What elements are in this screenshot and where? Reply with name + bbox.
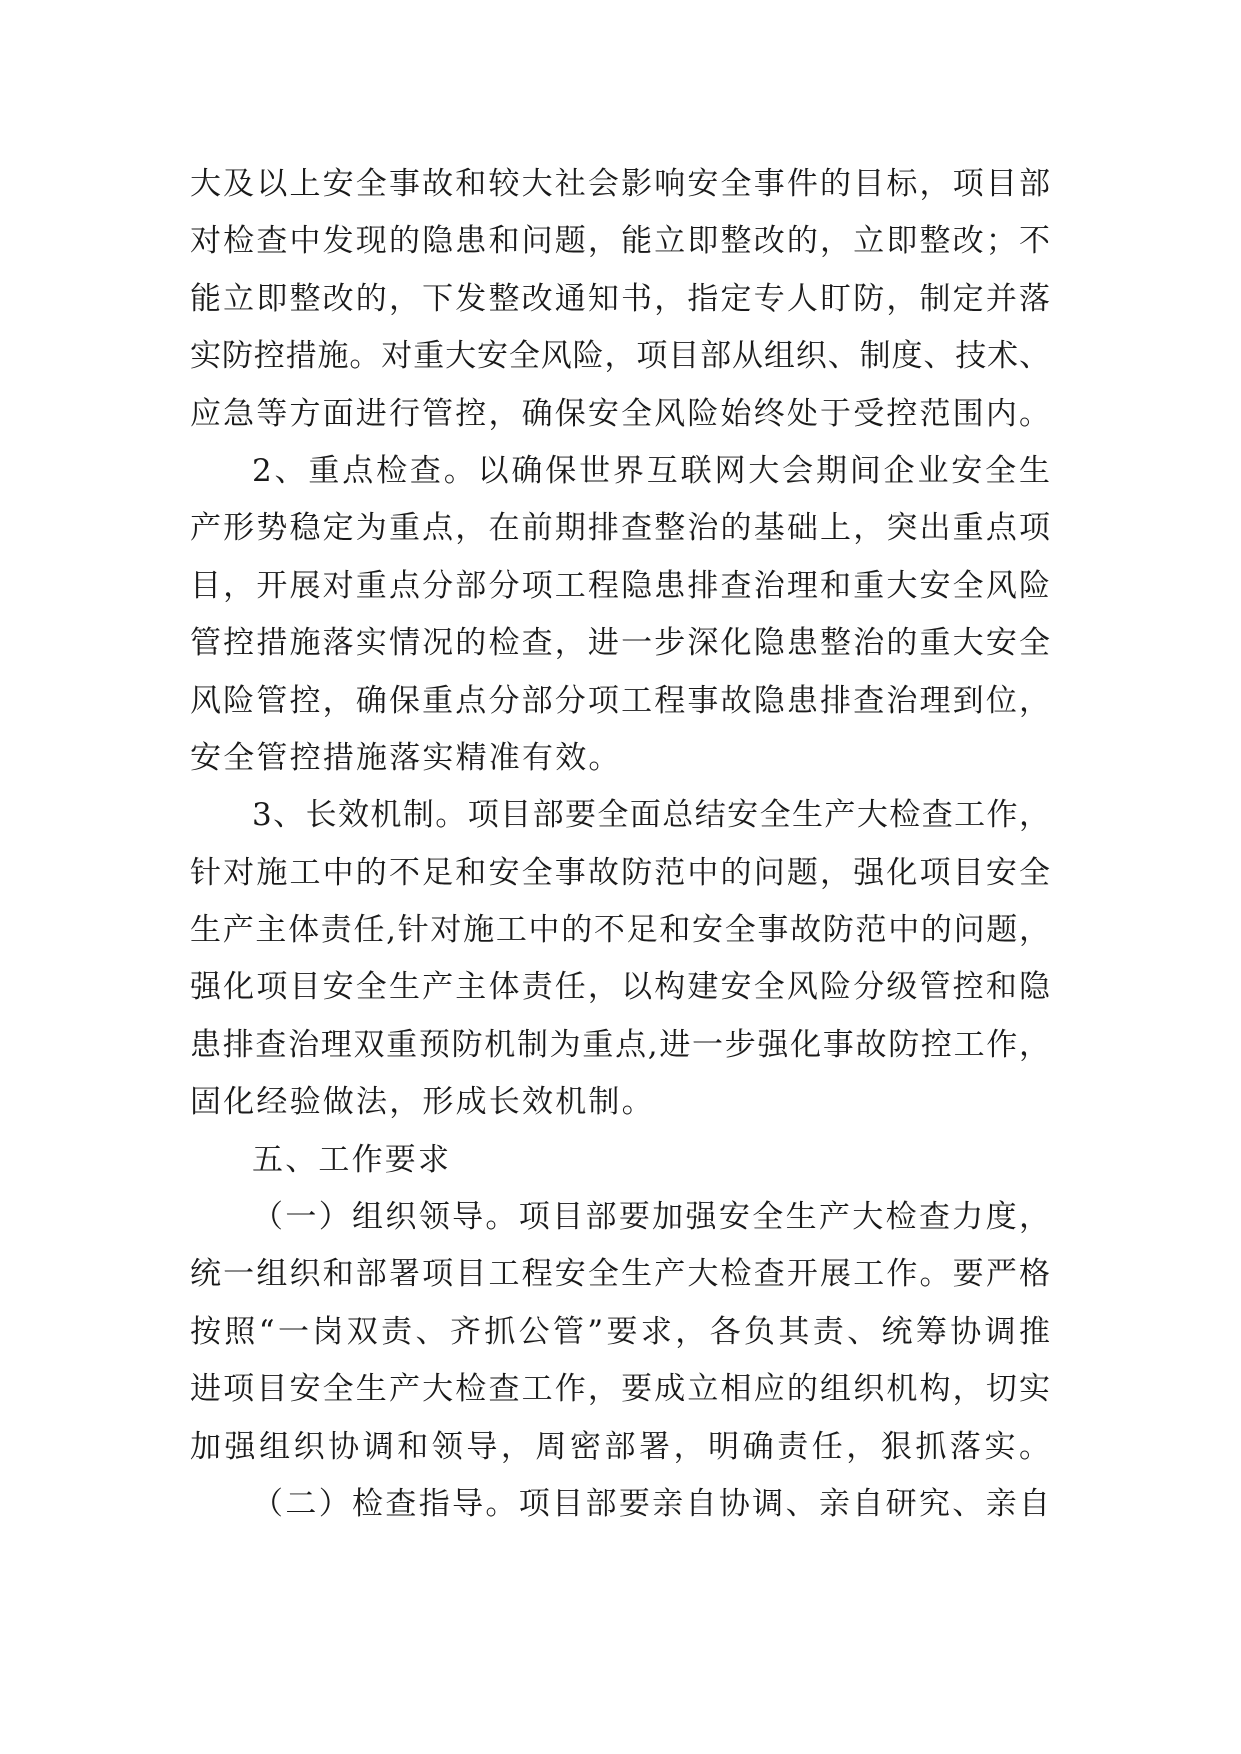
text-line: 患排查治理双重预防机制为重点,进一步强化事故防控工作， <box>190 1026 1050 1063</box>
text-line: 管控措施落实情况的检查，进一步深化隐患整治的重大安全 <box>190 625 1050 662</box>
text-line: 风险管控，确保重点分部分项工程事故隐患排查治理到位， <box>190 682 1050 719</box>
text-line: 进项目安全生产大检查工作，要成立相应的组织机构，切实 <box>190 1371 1050 1408</box>
text-line: 对检查中发现的隐患和问题，能立即整改的，立即整改；不 <box>190 223 1050 260</box>
text-line: 大及以上安全事故和较大社会影响安全事件的目标，项目部 <box>190 166 1050 202</box>
paragraph-heading-organization-leadership: （一）组织领导。项目部要加强安全生产大检查力度， <box>252 1199 1050 1236</box>
text-line: 针对施工中的不足和安全事故防范中的问题，强化项目安全 <box>190 854 1050 891</box>
section-heading-work-requirements: 五、工作要求 <box>252 1141 452 1178</box>
text-line: 加强组织协调和领导，周密部署，明确责任，狠抓落实。 <box>190 1428 1050 1465</box>
text-line: 产形势稳定为重点，在前期排查整治的基础上，突出重点项 <box>190 510 1050 547</box>
paragraph-heading-long-term-mechanism: 3、长效机制。项目部要全面总结安全生产大检查工作， <box>252 797 1050 834</box>
text-line: 目，开展对重点分部分项工程隐患排查治理和重大安全风险 <box>190 567 1050 604</box>
paragraph-heading-key-inspection: 2、重点检查。以确保世界互联网大会期间企业安全生 <box>252 452 1050 489</box>
text-line: 能立即整改的，下发整改通知书，指定专人盯防，制定并落 <box>190 280 1050 317</box>
text-line: 生产主体责任,针对施工中的不足和安全事故防范中的问题， <box>190 912 1050 949</box>
text-line: 强化项目安全生产主体责任，以构建安全风险分级管控和隐 <box>190 969 1050 1006</box>
document-body <box>190 156 1050 1533</box>
text-line: 统一组织和部署项目工程安全生产大检查开展工作。要严格 <box>190 1256 1050 1293</box>
text-line: 按照“一岗双责、齐抓公管”要求，各负其责、统筹协调推 <box>190 1313 1050 1350</box>
text-line: 安全管控措施落实精准有效。 <box>190 739 622 776</box>
text-line: 应急等方面进行管控，确保安全风险始终处于受控范围内。 <box>190 395 1050 432</box>
text-line: 固化经验做法，形成长效机制。 <box>190 1084 655 1121</box>
text-line: 实防控措施。对重大安全风险，项目部从组织、制度、技术、 <box>190 338 1050 375</box>
paragraph-heading-inspection-guidance: （二）检查指导。项目部要亲自协调、亲自研究、亲自 <box>252 1485 1050 1522</box>
